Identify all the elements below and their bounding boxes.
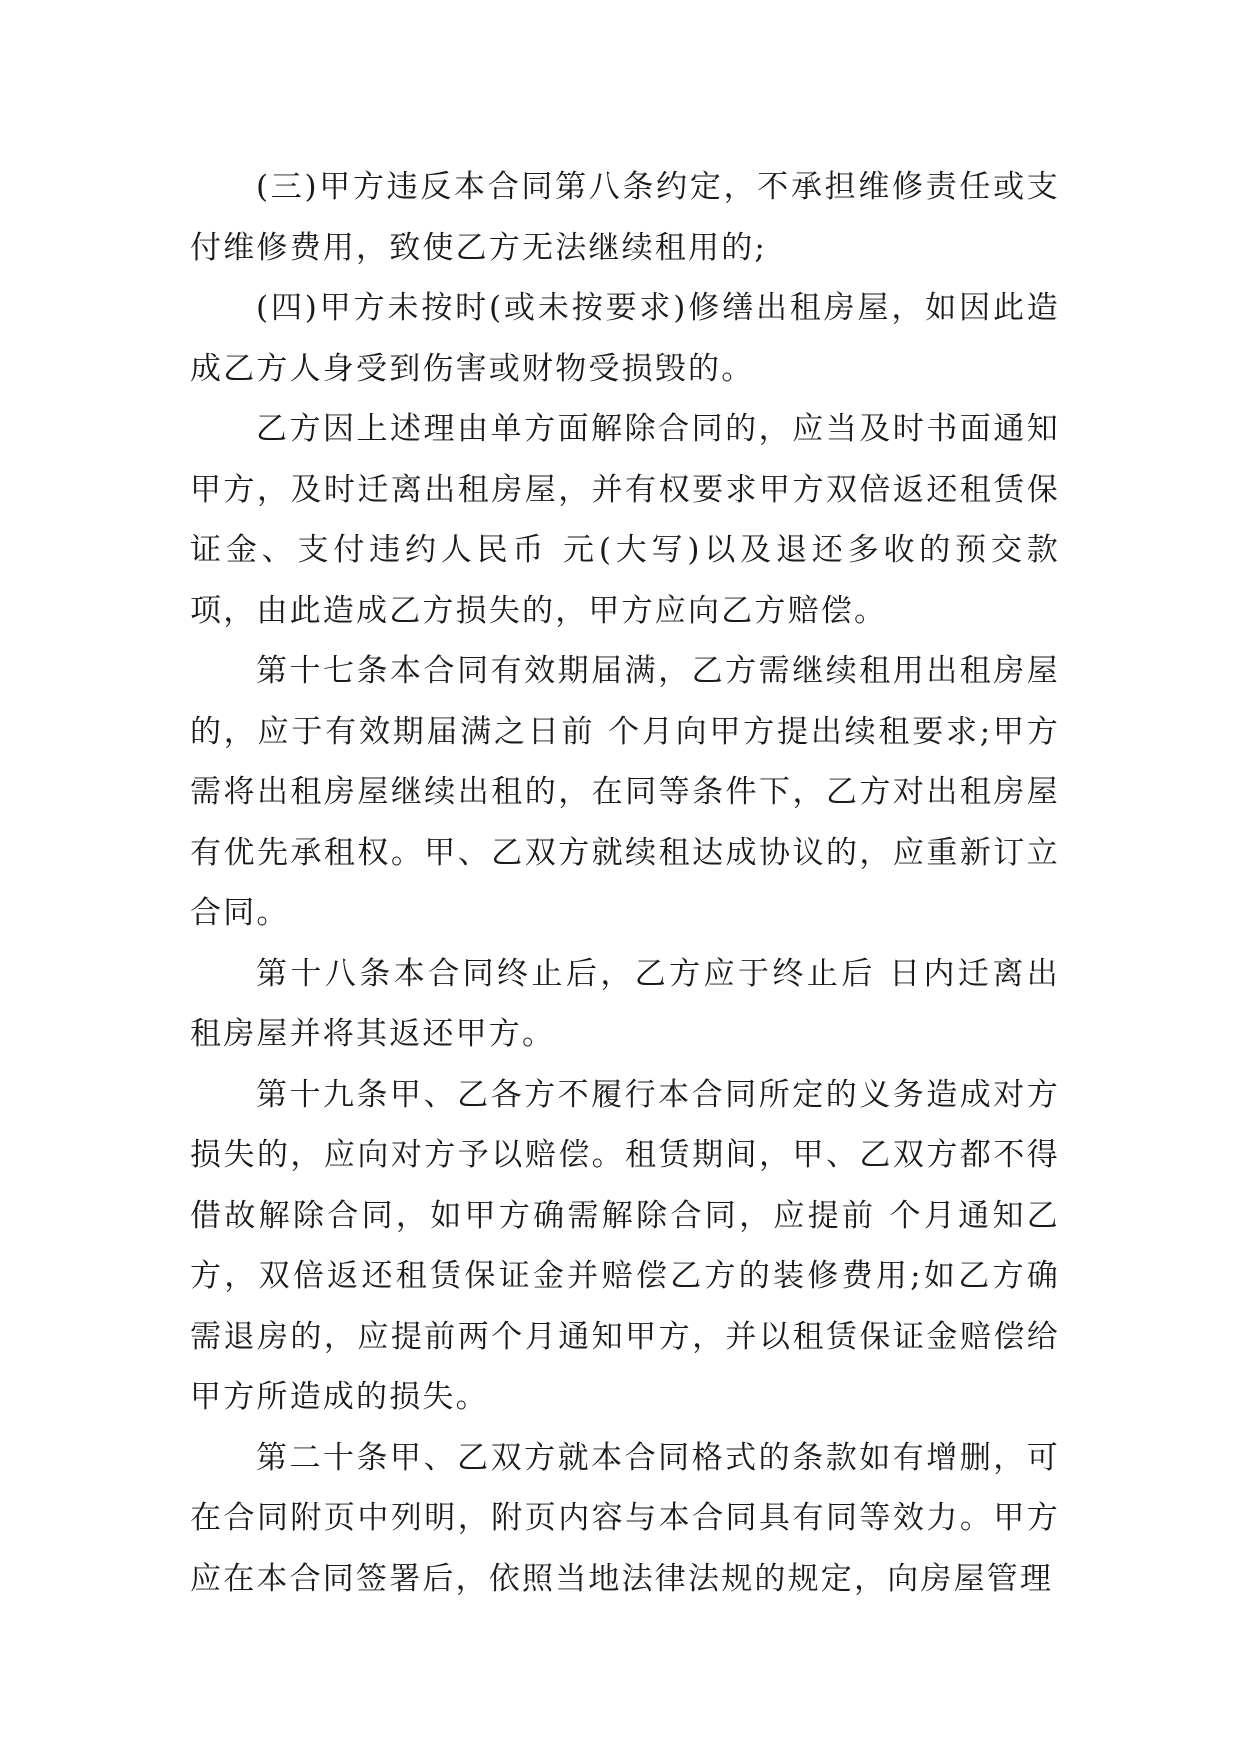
paragraph-article-17: 第十七条本合同有效期届满，乙方需继续租用出租房屋的，应于有效期届满之日前 个月向甲方提出续租要求;甲方需将出租房屋继续出租的，在同等条件下，乙方对出租房屋有优先承租权。甲、乙双方就续租达成协议的，应重新订立合同。	[190, 653, 1060, 931]
paragraph-article-18: 第十八条本合同终止后，乙方应于终止后 日内迁离出租房屋并将其返还甲方。	[190, 955, 1060, 1052]
paragraph-article-19: 第十九条甲、乙各方不履行本合同所定的义务造成对方损失的，应向对方予以赔偿。租赁期间，甲、乙双方都不得借故解除合同，如甲方确需解除合同，应提前 个月通知乙方，双倍返还租赁保证金并赔偿乙方的装修费用;如乙方确需退房的，应提前两个月通知甲方，并以租赁保证金赔偿给甲方所造成的损失。	[190, 1076, 1060, 1415]
paragraph-article-20: 第二十条甲、乙双方就本合同格式的条款如有增删，可在合同附页中列明，附页内容与本合同具有同等效力。甲方应在本合同签署后，依照当地法律法规的规定，向房屋管理	[190, 1439, 1060, 1597]
paragraph-clause-4: (四)甲方未按时(或未按要求)修缮出租房屋，如因此造成乙方人身受到伤害或财物受损毁的。	[190, 290, 1060, 387]
paragraph-termination-notice: 乙方因上述理由单方面解除合同的，应当及时书面通知甲方，及时迁离出租房屋，并有权要求甲方双倍返还租赁保证金、支付违约人民币 元(大写)以及退还多收的预交款项，由此造成乙方损失的，甲方应向乙方赔偿。	[190, 411, 1060, 629]
document-body	[190, 157, 1060, 1609]
paragraph-clause-3: (三)甲方违反本合同第八条约定，不承担维修责任或支付维修费用，致使乙方无法继续租用的;	[190, 169, 1060, 266]
